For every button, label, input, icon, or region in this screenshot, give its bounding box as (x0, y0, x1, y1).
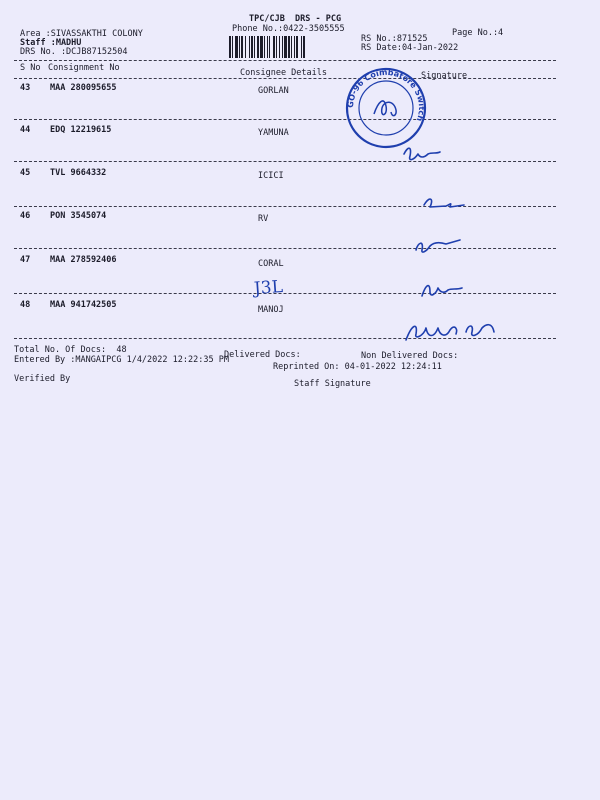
rule-top (14, 60, 556, 61)
row-sno: 44 (20, 125, 31, 135)
rs-number: RS No.:871525 (361, 34, 428, 44)
svg-text:GO-96 Coimbatore Switch (346, 68, 426, 123)
column-header-consignment: Consignment No (48, 63, 120, 73)
non-delivered-docs: Non Delivered Docs: (361, 351, 459, 361)
row-sno: 43 (20, 83, 31, 93)
row-divider (14, 248, 556, 249)
barcode (229, 36, 352, 58)
company-stamp (344, 66, 428, 150)
row-sno: 46 (20, 211, 31, 221)
staff-label: Staff :MADHU (20, 38, 82, 48)
drs-number: DRS No. :DCJB87152504 (20, 47, 128, 57)
row-consignment: TVL 9664332 (50, 168, 107, 178)
row-sno: 45 (20, 168, 31, 178)
row-sno: 47 (20, 255, 31, 265)
signature-row-48-b (402, 318, 500, 344)
total-docs: Total No. Of Docs: 48 (14, 345, 127, 355)
column-header-signature: Signature (421, 71, 468, 81)
column-header-sno: S No (20, 63, 41, 73)
rule-header (14, 78, 556, 79)
signature-row-48-a (418, 278, 466, 302)
row-divider (14, 206, 556, 207)
row-divider (14, 161, 556, 162)
row-sno: 48 (20, 300, 31, 310)
handwritten-note: J3L (253, 277, 284, 299)
row-consignee: CORAL (258, 259, 284, 269)
rs-date: RS Date:04-Jan-2022 (361, 43, 459, 53)
staff-signature-label: Staff Signature (294, 379, 371, 389)
area-label: Area :SIVASSAKTHI COLONY (20, 29, 143, 39)
row-consignment: MAA 280095655 (50, 83, 117, 93)
row-consignment: MAA 941742505 (50, 300, 117, 310)
row-consignment: MAA 278592406 (50, 255, 117, 265)
verified-by: Verified By (14, 374, 71, 384)
row-consignee: GORLAN (258, 86, 289, 96)
reprinted-on: Reprinted On: 04-01-2022 12:24:11 (273, 362, 442, 372)
sheet-title: TPC/CJB DRS - PCG (249, 14, 342, 24)
row-consignee: MANOJ (258, 305, 284, 315)
entered-by: Entered By :MANGAIPCG 1/4/2022 12:22:35 PM (14, 355, 229, 365)
row-consignment: EDQ 12219615 (50, 125, 112, 135)
phone-number: Phone No.:0422-3505555 (232, 24, 345, 34)
delivered-docs: Delivered Docs: (224, 350, 301, 360)
row-consignee: RV (258, 214, 269, 224)
signature-row-47 (412, 236, 464, 258)
row-consignee: ICICI (258, 171, 284, 181)
row-consignee: YAMUNA (258, 128, 289, 138)
signature-row-45 (400, 144, 446, 166)
stamp-text: GO-96 Coimbatore Switch (345, 67, 427, 123)
signature-row-46 (420, 193, 468, 215)
row-divider (14, 293, 556, 294)
page-number: Page No.:4 (452, 28, 504, 38)
row-consignment: PON 3545074 (50, 211, 107, 221)
column-header-consignee: Consignee Details (240, 68, 327, 78)
row-divider (14, 119, 556, 120)
